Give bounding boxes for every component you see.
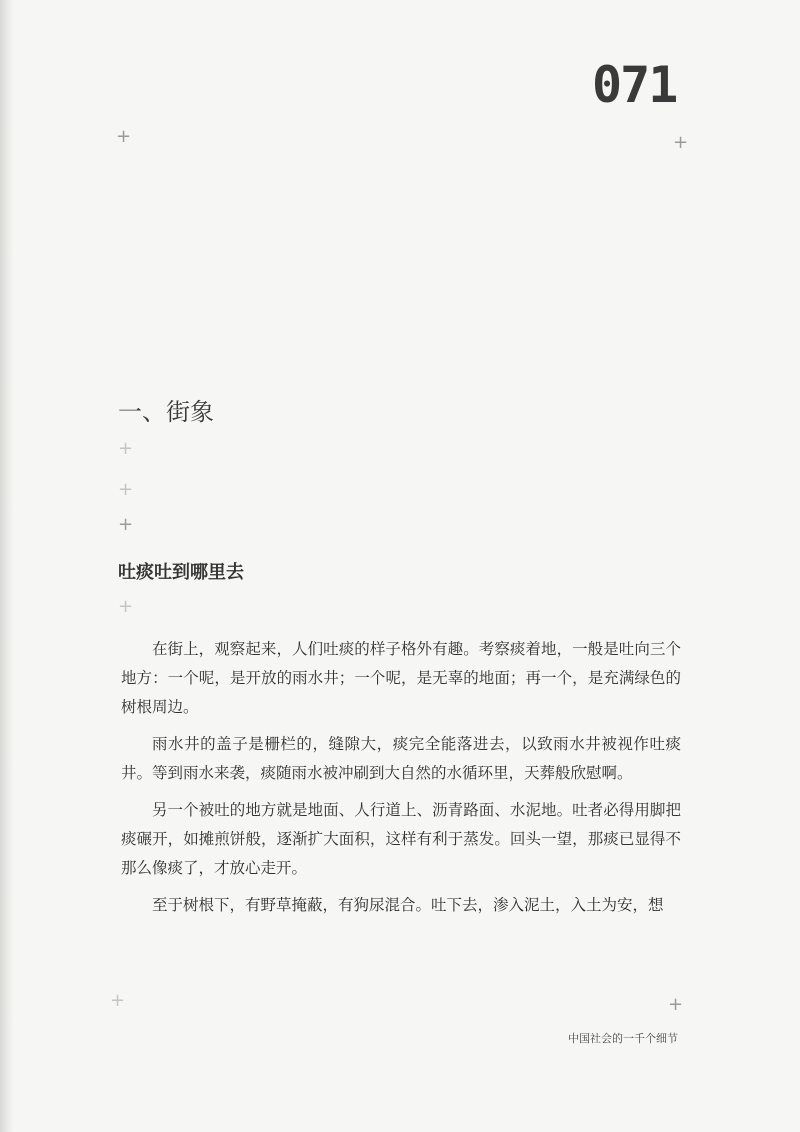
paragraph: 雨水井的盖子是栅栏的，缝隙大，痰完全能落进去，以致雨水井被视作吐痰井。等到雨水来袭，痰随雨水被冲刷到大自然的水循环里，天葬般欣慰啊。 — [121, 735, 681, 782]
section-title: 吐痰吐到哪里去 — [118, 562, 244, 583]
chapter-title: 一、街象 — [118, 398, 214, 426]
crop-mark: + — [668, 994, 684, 1015]
crop-mark: + — [118, 514, 134, 535]
crop-mark: + — [118, 479, 134, 500]
page-number: 071 — [592, 56, 677, 114]
paragraph: 在街上，观察起来，人们吐痰的样子格外有趣。考察痰着地，一般是吐向三个地方：一个呢，是开放的雨水井；一个呢，是无辜的地面；再一个，是充满绿色的树根周边。 — [121, 640, 681, 716]
crop-mark: + — [673, 132, 689, 153]
page-binding-edge — [0, 0, 14, 1132]
body-text — [121, 635, 681, 928]
paragraph: 另一个被吐的地方就是地面、人行道上、沥青路面、水泥地。吐者必得用脚把痰碾开，如摊煎饼般，逐渐扩大面积，这样有利于蒸发。回头一望，那痰已显得不那么像痰了，才放心走开。 — [121, 801, 681, 877]
book-title-footer: 中国社会的一千个细节 — [568, 1032, 678, 1045]
paragraph: 至于树根下，有野草掩蔽，有狗尿混合。吐下去，渗入泥土，入土为安，想 — [152, 896, 664, 914]
crop-mark: + — [118, 596, 134, 617]
crop-mark: + — [116, 126, 132, 147]
crop-mark: + — [110, 990, 126, 1011]
crop-mark: + — [118, 438, 134, 459]
